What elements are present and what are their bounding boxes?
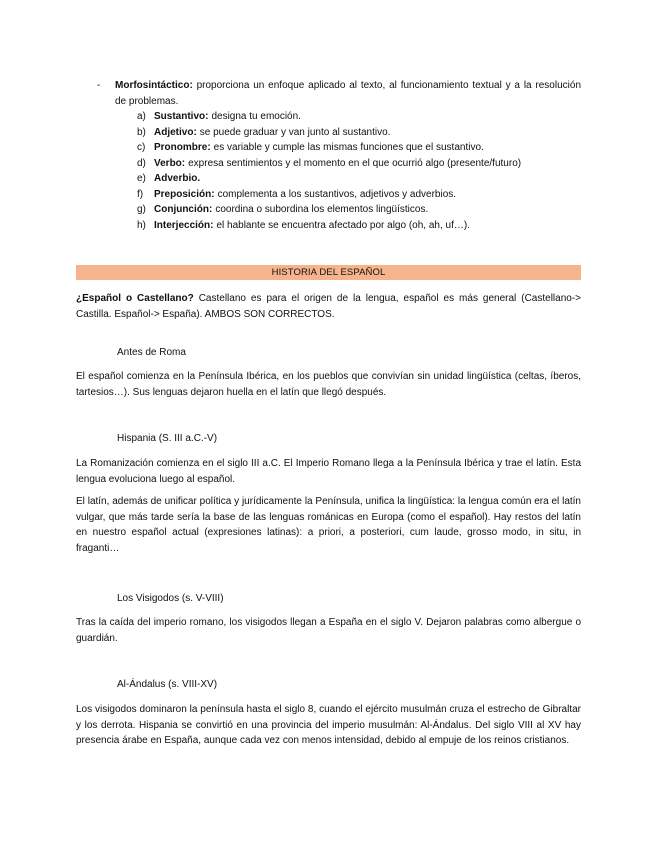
list-letter: f) [137,188,144,200]
list-letter: g) [137,204,146,215]
list-letter: e) [137,173,146,184]
paragraph-al-andalus: Los visigodos dominaron la península hasta el siglo 8, cuando el ejército musulmán cruza el estrecho de Gibraltar y los derrota. Hispania se convirtió en una provincia del imperio musulmán: Al-Ándalus. Del siglo VIII al XV hay presencia árabe en España, aunque cada vez con menos intensidad, debido al empuje de los reinos cristianos. [76,704,581,746]
list-term: Interjección: [154,219,214,231]
list-letter: h) [137,219,146,231]
morfosintactico-paragraph [115,78,581,109]
list-text: es variable y cumple las mismas funciones que el sustantivo. [213,142,484,153]
list-text: complementa a los sustantivos, adjetivos y adverbios. [217,188,457,200]
list-item [137,187,587,203]
list-letter: a) [137,111,146,122]
heading-hispania: Hispania (S. III a.C.-V) [117,433,218,444]
heading-al-andalus: Al-Ándalus (s. VIII-XV) [117,679,218,690]
paragraph-hispania-2: El latín, además de unificar política y jurídicamente la Península, unifica la lingüística: la lengua común era el latín vulgar, que más tarde sería la base de las lenguas románicas en Europa (como el español). Hay restos del latín en nuestro español actual (expresiones latinas): a priori, a posteriori, cum laude, grosso modo, in situ, in fraganti… [76,496,581,554]
list-text: el hablante se encuentra afectado por algo (oh, ah, uf…). [216,219,470,231]
heading-antes-de-roma: Antes de Roma [117,347,186,358]
paragraph-antes-de-roma: El español comienza en la Península Ibérica, en los pueblos que convivían sin unidad lingüística (celtas, íberos, tartesios…). Sus lenguas dejaron huella en el latín que llegó después. [76,371,581,398]
word-class-list [137,109,587,233]
morfosintactico-term: Morfosintáctico: [115,80,193,91]
paragraph-visigodos: Tras la caída del imperio romano, los visigodos llegan a España en el siglo V. Dejaron palabras como albergue o guardián. [76,617,581,644]
list-item [137,202,587,218]
morfosintactico-description: proporciona un enfoque aplicado al texto, al funcionamiento textual y a la resolución de problemas. [115,80,581,107]
morfosintactico-bullet [97,78,581,109]
heading-visigodos: Los Visigodos (s. V-VIII) [117,593,224,604]
list-term: Verbo: [154,157,186,169]
list-text: designa tu emoción. [211,111,301,122]
paragraph-hispania-1: La Romanización comienza en el siglo III a.C. El Imperio Romano llega a la Península Ibérica y trae el latín. Esta lengua evoluciona luego al español. [76,458,581,485]
list-term: Adjetivo: [154,126,197,138]
list-text: se puede graduar y van junto al sustantivo. [199,126,391,138]
list-term: Conjunción: [154,204,213,215]
list-item [137,140,587,156]
bullet-dash: - [97,80,101,91]
list-term: Preposición: [154,188,215,200]
list-item [137,171,587,187]
list-letter: b) [137,126,146,138]
list-letter: c) [137,142,146,153]
intro-text: Castellano es para el origen de la lengua, español es más general (Castellano-> Castilla. Español-> España). AMBOS SON CORRECTOS. [76,293,581,320]
list-item [137,125,587,141]
list-item [137,109,587,125]
list-text: expresa sentimientos y el momento en el que ocurrió algo (presente/futuro) [188,157,522,169]
intro-paragraph [76,291,581,322]
list-letter: d) [137,157,146,169]
list-item [137,156,587,172]
section-title-bar: HISTORIA DEL ESPAÑOL [76,265,581,280]
list-text: coordina o subordina los elementos lingüísticos. [215,204,429,215]
list-term: Sustantivo: [154,111,209,122]
list-item [137,218,587,234]
list-term: Adverbio. [154,173,201,184]
intro-question: ¿Español o Castellano? [76,293,194,304]
list-term: Pronombre: [154,142,211,153]
